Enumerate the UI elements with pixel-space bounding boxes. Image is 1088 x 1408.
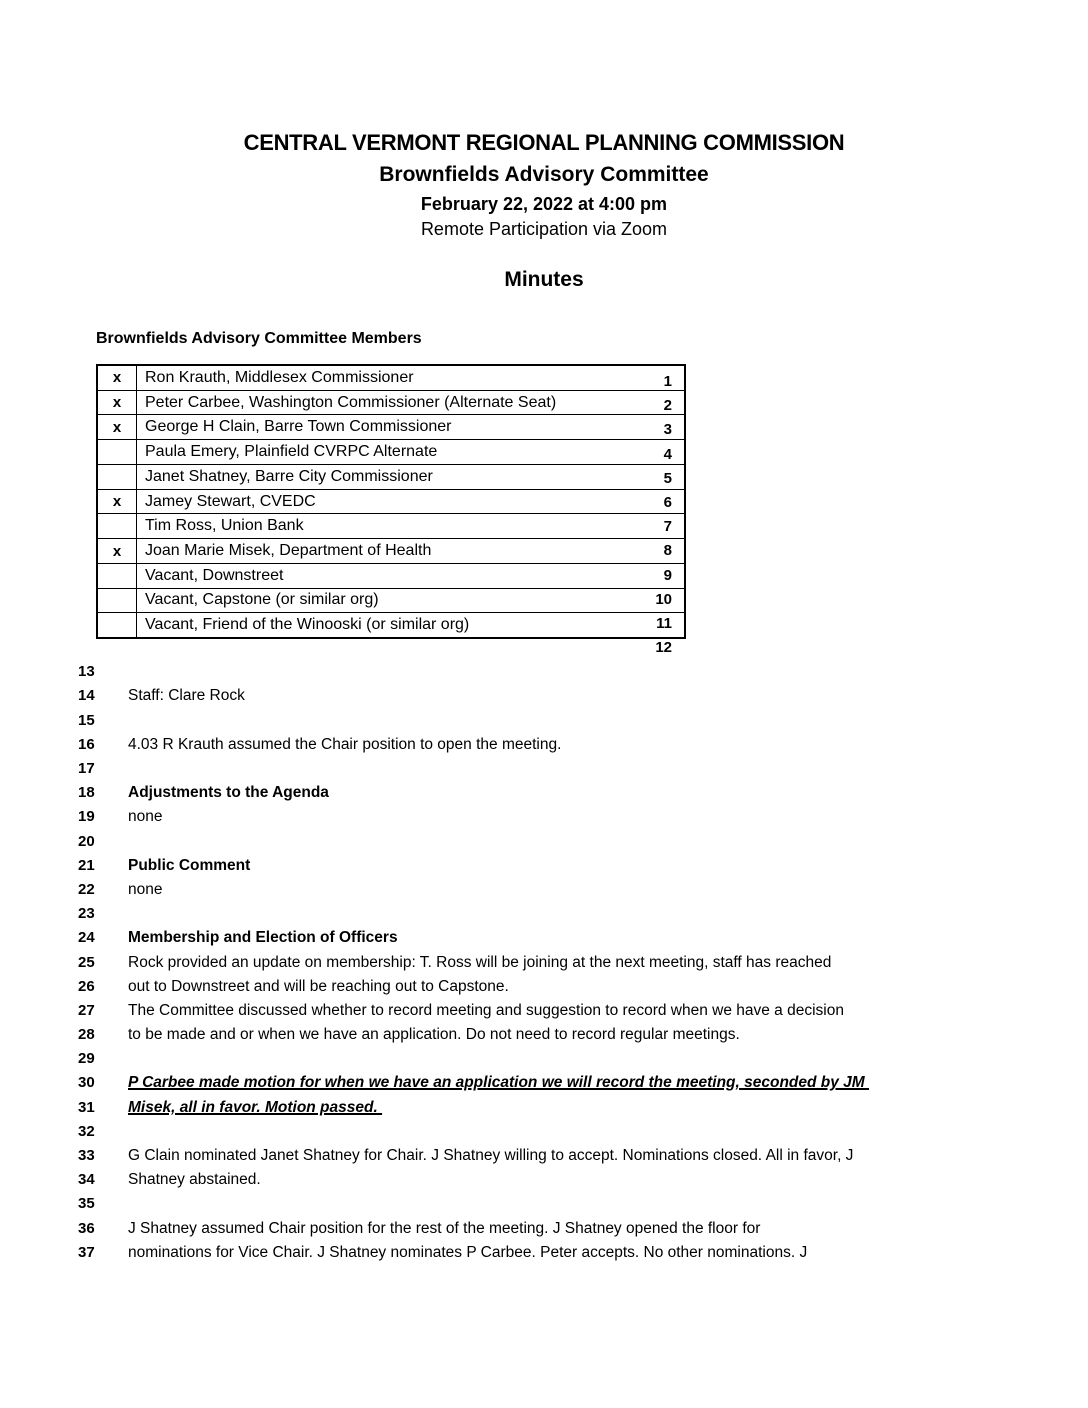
line-text: Shatney abstained. — [128, 1171, 261, 1189]
minutes-line — [0, 805, 1088, 829]
line-number: 32 — [78, 1122, 95, 1140]
minutes-line — [0, 709, 1088, 733]
line-number: 4 — [663, 445, 672, 463]
line-text: Staff: Clare Rock — [128, 687, 245, 705]
minutes-line — [0, 975, 1088, 999]
minutes-line — [0, 1023, 1088, 1047]
minutes-line — [0, 1241, 1088, 1265]
member-name: Joan Marie Misek, Department of Health — [145, 542, 432, 559]
participation-note: Remote Participation via Zoom — [420, 219, 668, 239]
line-number: 3 — [663, 421, 672, 439]
minutes-line — [0, 733, 1088, 757]
line-text: The Committee discussed whether to record meeting and suggestion to record when we have a decision — [128, 1001, 844, 1019]
line-number: 2 — [663, 397, 672, 415]
line-text: J Shatney assumed Chair position for the rest of the meeting. J Shatney opened the floor for — [128, 1219, 761, 1237]
minutes-line — [0, 878, 1088, 902]
line-text: G Clain nominated Janet Shatney for Chair. J Shatney willing to accept. Nominations closed. All in favor, J — [128, 1147, 854, 1164]
line-text: P Carbee made motion for when we have an application we will record the meeting, seconded by JM — [128, 1074, 870, 1092]
member-name: George H Clain, Barre Town Commissioner — [145, 418, 452, 436]
line-number: 24 — [78, 929, 95, 947]
line-number: 21 — [78, 856, 95, 874]
line-number: 33 — [78, 1147, 95, 1164]
line-number: 17 — [78, 760, 95, 777]
committee-subtitle: Brownfields Advisory Committee — [379, 163, 709, 186]
line-number: 29 — [78, 1050, 95, 1068]
member-name: Tim Ross, Union Bank — [145, 517, 304, 535]
member-present-mark: x — [98, 415, 137, 439]
meeting-datetime: February 22, 2022 at 4:00 pm — [420, 194, 668, 214]
line-number: 5 — [663, 469, 672, 487]
minutes-line — [0, 564, 1088, 588]
line-number: 15 — [78, 711, 95, 729]
minutes-line — [0, 491, 1088, 515]
minutes-line — [0, 951, 1088, 975]
member-name: Vacant, Downstreet — [145, 566, 284, 584]
line-number: 30 — [78, 1074, 95, 1092]
line-number: 34 — [78, 1171, 95, 1189]
minutes-line — [0, 1120, 1088, 1144]
line-text: Misek, all in favor. Motion passed. — [128, 1098, 383, 1116]
line-text: Public Comment — [128, 856, 251, 874]
member-present-mark: x — [98, 490, 137, 514]
minutes-line — [0, 926, 1088, 950]
line-number: 27 — [78, 1001, 95, 1019]
line-text: 4.03 R Krauth assumed the Chair position to open the meeting. — [128, 735, 562, 753]
minutes-heading: Minutes — [504, 268, 584, 291]
line-number: 36 — [78, 1219, 95, 1237]
minutes-line — [0, 781, 1088, 805]
line-text: nominations for Vice Chair. J Shatney nominates P Carbee. Peter accepts. No other nominations. J — [128, 1243, 808, 1261]
line-text: Rock provided an update on membership: T. Ross will be joining at the next meeting, staff has reached — [128, 953, 832, 971]
member-name: Janet Shatney, Barre City Commissioner — [145, 467, 433, 485]
line-number: 13 — [78, 663, 95, 681]
minutes-lines-block — [0, 370, 1088, 1265]
line-text: Adjustments to the Agenda — [128, 784, 329, 802]
line-number: 9 — [663, 566, 672, 584]
minutes-line — [0, 515, 1088, 539]
organization-title: CENTRAL VERMONT REGIONAL PLANNING COMMISSION — [243, 130, 845, 155]
minutes-line — [0, 902, 1088, 926]
line-text: to be made and or when we have an application. Do not need to record regular meetings. — [128, 1026, 740, 1044]
line-number: 6 — [663, 493, 672, 511]
minutes-line — [0, 418, 1088, 442]
minutes-line — [0, 394, 1088, 418]
line-number: 7 — [663, 518, 672, 536]
minutes-line — [0, 443, 1088, 467]
member-present-mark: x — [98, 391, 137, 415]
line-number: 14 — [78, 687, 95, 705]
minutes-line — [0, 999, 1088, 1023]
minutes-line — [0, 1217, 1088, 1241]
member-name: Paula Emery, Plainfield CVRPC Alternate — [145, 443, 438, 461]
line-number: 11 — [656, 614, 672, 632]
minutes-line — [0, 1144, 1088, 1168]
line-number: 1 — [663, 373, 672, 390]
minutes-line — [0, 830, 1088, 854]
line-number: 31 — [78, 1098, 95, 1116]
line-number: 12 — [655, 639, 672, 657]
line-number: 19 — [78, 808, 95, 826]
member-present-mark: x — [98, 539, 137, 563]
line-text: none — [128, 808, 163, 826]
minutes-line — [0, 588, 1088, 612]
minutes-line — [0, 1192, 1088, 1216]
minutes-line — [0, 684, 1088, 708]
line-number: 18 — [78, 784, 95, 802]
line-text: Membership and Election of Officers — [128, 929, 398, 947]
minutes-line — [0, 1071, 1088, 1095]
line-number: 23 — [78, 905, 95, 923]
line-number: 25 — [78, 953, 95, 971]
member-name: Jamey Stewart, CVEDC — [145, 492, 316, 510]
line-number: 20 — [78, 832, 95, 850]
members-table-heading: Brownfields Advisory Committee Members — [96, 330, 422, 347]
line-text: out to Downstreet and will be reaching out to Capstone. — [128, 977, 509, 995]
minutes-line — [0, 757, 1088, 781]
minutes-line — [0, 854, 1088, 878]
line-number: 16 — [78, 735, 95, 753]
minutes-line — [0, 370, 1088, 394]
member-name: Vacant, Friend of the Winooski (or similar org) — [145, 616, 470, 634]
minutes-line — [0, 612, 1088, 636]
line-number: 10 — [655, 590, 672, 608]
minutes-line — [0, 467, 1088, 491]
line-number: 8 — [663, 542, 672, 560]
minutes-line — [0, 660, 1088, 684]
minutes-line — [0, 539, 1088, 563]
line-number: 22 — [78, 880, 95, 898]
member-name: Ron Krauth, Middlesex Commissioner — [145, 368, 414, 386]
member-name: Vacant, Capstone (or similar org) — [145, 591, 379, 609]
document-header — [0, 0, 1088, 293]
member-present-mark: x — [98, 366, 137, 390]
line-number: 37 — [78, 1243, 95, 1261]
line-text: none — [128, 880, 163, 898]
minutes-line — [0, 1168, 1088, 1192]
minutes-line — [0, 636, 1088, 660]
line-number: 28 — [78, 1026, 95, 1044]
line-number: 26 — [78, 977, 95, 995]
minutes-line — [0, 1047, 1088, 1071]
line-number: 35 — [78, 1195, 95, 1213]
member-name: Peter Carbee, Washington Commissioner (Alternate Seat) — [145, 393, 557, 411]
minutes-line — [0, 1096, 1088, 1120]
